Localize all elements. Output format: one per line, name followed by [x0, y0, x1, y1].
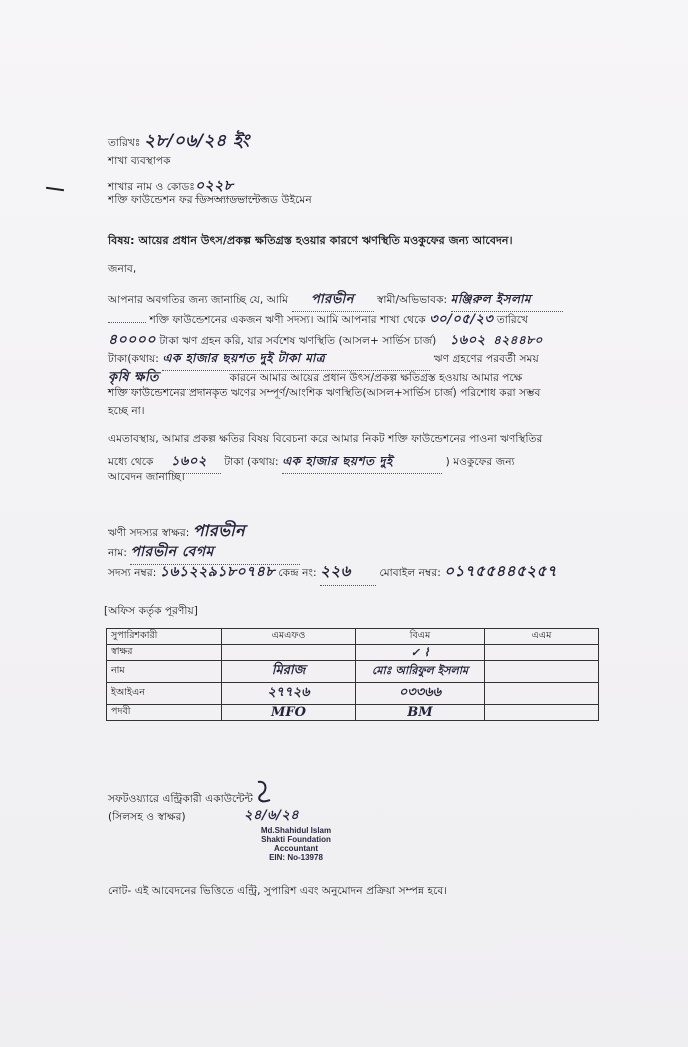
mfo-ein: ২৭৭২৬ [222, 683, 356, 705]
para1-text-g: ঋণ গ্রহণের পরবর্তী সময় [433, 353, 539, 365]
mfo-signature [222, 645, 356, 661]
reason-handwritten: কৃষি ক্ষতি [108, 368, 226, 390]
loan-amount-handwritten: ৪০০০০ [108, 332, 156, 348]
table-row [107, 705, 599, 721]
para2-text-b: টাকা (কথায়: [224, 456, 279, 468]
para1-line3 [108, 328, 543, 352]
am-ein [485, 683, 599, 705]
date-label: তারিখঃ [108, 137, 141, 149]
mfo-designation: MFO [222, 705, 356, 721]
waiver-words-handwritten: এক হাজার ছয়শত দুই [282, 453, 442, 474]
balance-words-handwritten: এক হাজার ছয়শত দুই টাকা মাত্র [162, 350, 430, 371]
balance-handwritten: ১৬০২ [449, 333, 486, 348]
accountant-sub-label: (সিলসহ ও স্বাক্ষর) [108, 811, 186, 823]
organization-name: শক্তি ফাউন্ডেশন ফর ডিসঅ্যাডভান্টেজড উইমেন [108, 194, 312, 206]
para1-line1 [108, 290, 563, 312]
am-signature [485, 645, 599, 661]
mobile-no-handwritten: ০১৭৫৫৪৪৫২৫৭ [444, 562, 557, 580]
row-label: ইআইএন [107, 683, 222, 705]
loan-date-handwritten: ৩০/০৫/২৩ [429, 312, 494, 327]
para2-line1: এমতাবস্থায়, আমার প্রকল্প ক্ষতির বিষয় বিবেচনা করে আমার নিকট শক্তি ফাউন্ডেশনের পাওনা ঋণস্থিতির [108, 433, 543, 445]
para1-line6: শক্তি ফাউন্ডেশনের প্রদানকৃত ঋণের সম্পূর্ণ/আংশিক ঋণস্থিতি(আসল+সার্ভিস চার্জ) পরিশোধ করা সম্ভব [108, 387, 541, 399]
para2-text-c: ) মওকুফের জন্য [445, 456, 515, 468]
member-signature-label: ঋণী সদস্যর স্বাক্ষর: [108, 527, 190, 539]
am-designation [485, 705, 599, 721]
date-value: ২৮/০৬/২৪ ইং [143, 131, 250, 151]
row-label: পদবী [107, 705, 222, 721]
table-header: বিএম [356, 629, 485, 645]
office-use-label: [অফিস কর্তৃক পূরণীয়] [104, 605, 198, 617]
table-header: এমএফও [222, 629, 356, 645]
recommendation-table [106, 628, 599, 721]
waiver-amount-handwritten: ১৬০২ [157, 452, 221, 474]
applicant-name-handwritten: পারভীন [292, 290, 374, 312]
bm-signature: ✓ ⌇ [356, 645, 485, 661]
table-header: সুপারিশকারী [107, 629, 222, 645]
table-row [107, 683, 599, 705]
accountant-stamp [248, 826, 344, 862]
bm-name: মোঃ আরিফুল ইসলাম [356, 661, 485, 683]
para1-text-b: স্বামী/অভিভাবক: [376, 294, 448, 306]
member-name-handwritten: পারভীন বেগম [130, 540, 300, 565]
subject-line: বিষয়: আয়ের প্রধান উৎস/প্রকল্প ক্ষতিগ্রস্ত হওয়ার কারণে ঋণস্থিতি মওকুফের জন্য আবেদন। [108, 234, 513, 247]
member-id-line [108, 560, 557, 586]
member-signature: পারভীন [192, 521, 246, 540]
kendra-label: কেন্দ্র নং: [278, 567, 317, 579]
bm-ein: ০৩৩৬৬ [356, 683, 485, 705]
salutation: জনাব, [108, 263, 137, 275]
para1-text-c: শক্তি ফাউন্ডেশনের একজন ঋণী সদস্য। আমি আপনার শাখা থেকে [149, 314, 426, 326]
guardian-name-handwritten: মঞ্জিরুল ইসলাম [451, 291, 563, 312]
member-no-handwritten: ১৬১২২৯১৮০৭৪৮ [159, 564, 275, 580]
row-label: স্বাক্ষর [107, 645, 222, 661]
stamp-line: Shakti Foundation [261, 835, 331, 844]
stamp-line: Accountant [274, 844, 318, 853]
para1-text-d: তারিখে [496, 314, 528, 326]
member-no-label: সদস্য নম্বর: [108, 567, 157, 579]
branch-label: শাখার নাম ও কোডঃ [108, 181, 195, 193]
table-row [107, 661, 599, 683]
bm-designation: BM [356, 705, 485, 721]
branch-code: ০২২৮ [195, 174, 265, 199]
footer-note: নোট- এই আবেদনের ভিত্তিতে এন্ট্রি, সুপারিশ এবং অনুমোদন প্রক্রিয়া সম্পন্ন হবে। [108, 885, 448, 897]
para1-text-h: কারনে আমার আয়ের প্রধান উৎস/প্রকল্প ক্ষতিগ্রস্ত হওয়ায় আমার পক্ষে [229, 372, 523, 384]
extra-figure-handwritten: ৪২৪৪৮০ [493, 333, 543, 347]
kendra-no-handwritten: ২২৬ [320, 560, 376, 586]
stamp-line: EIN: No-13978 [269, 853, 323, 862]
para1-line7: হচ্ছে না। [108, 405, 145, 417]
mobile-label: মোবাইল নম্বর: [379, 567, 441, 579]
para2-line3: আবেদন জানাচ্ছি। [108, 471, 185, 483]
stamp-line: Md.Shahidul Islam [260, 826, 332, 835]
para1-text-f: টাকা(কথায়: [108, 353, 159, 365]
accountant-date-handwritten: ২৪/৬/২৪ [244, 808, 300, 823]
para1-text-a: আপনার অবগতির জন্য জানাচ্ছি যে, আমি [108, 294, 289, 306]
am-name [485, 661, 599, 683]
date-line [108, 128, 250, 156]
accountant-label: সফটওয়্যারে এন্ট্রিকারী একাউন্টেন্ট [108, 793, 253, 805]
member-name-label: নাম: [108, 547, 127, 559]
mfo-name: মিরাজ [222, 661, 356, 683]
table-row [107, 645, 599, 661]
table-header-row [107, 629, 599, 645]
margin-mark [46, 187, 64, 191]
para1-text-e: টাকা ঋণ গ্রহন করি, যার সর্বশেষ ঋণস্থিতি (আসল+ সার্ভিস চার্জ) [159, 335, 437, 347]
table-header: এএম [485, 629, 599, 645]
recipient-title: শাখা ব্যবস্থাপক [108, 155, 171, 167]
accountant-signature [252, 778, 276, 806]
para2-text-a: মধ্যে থেকে [108, 456, 154, 468]
row-label: নাম [107, 661, 222, 683]
